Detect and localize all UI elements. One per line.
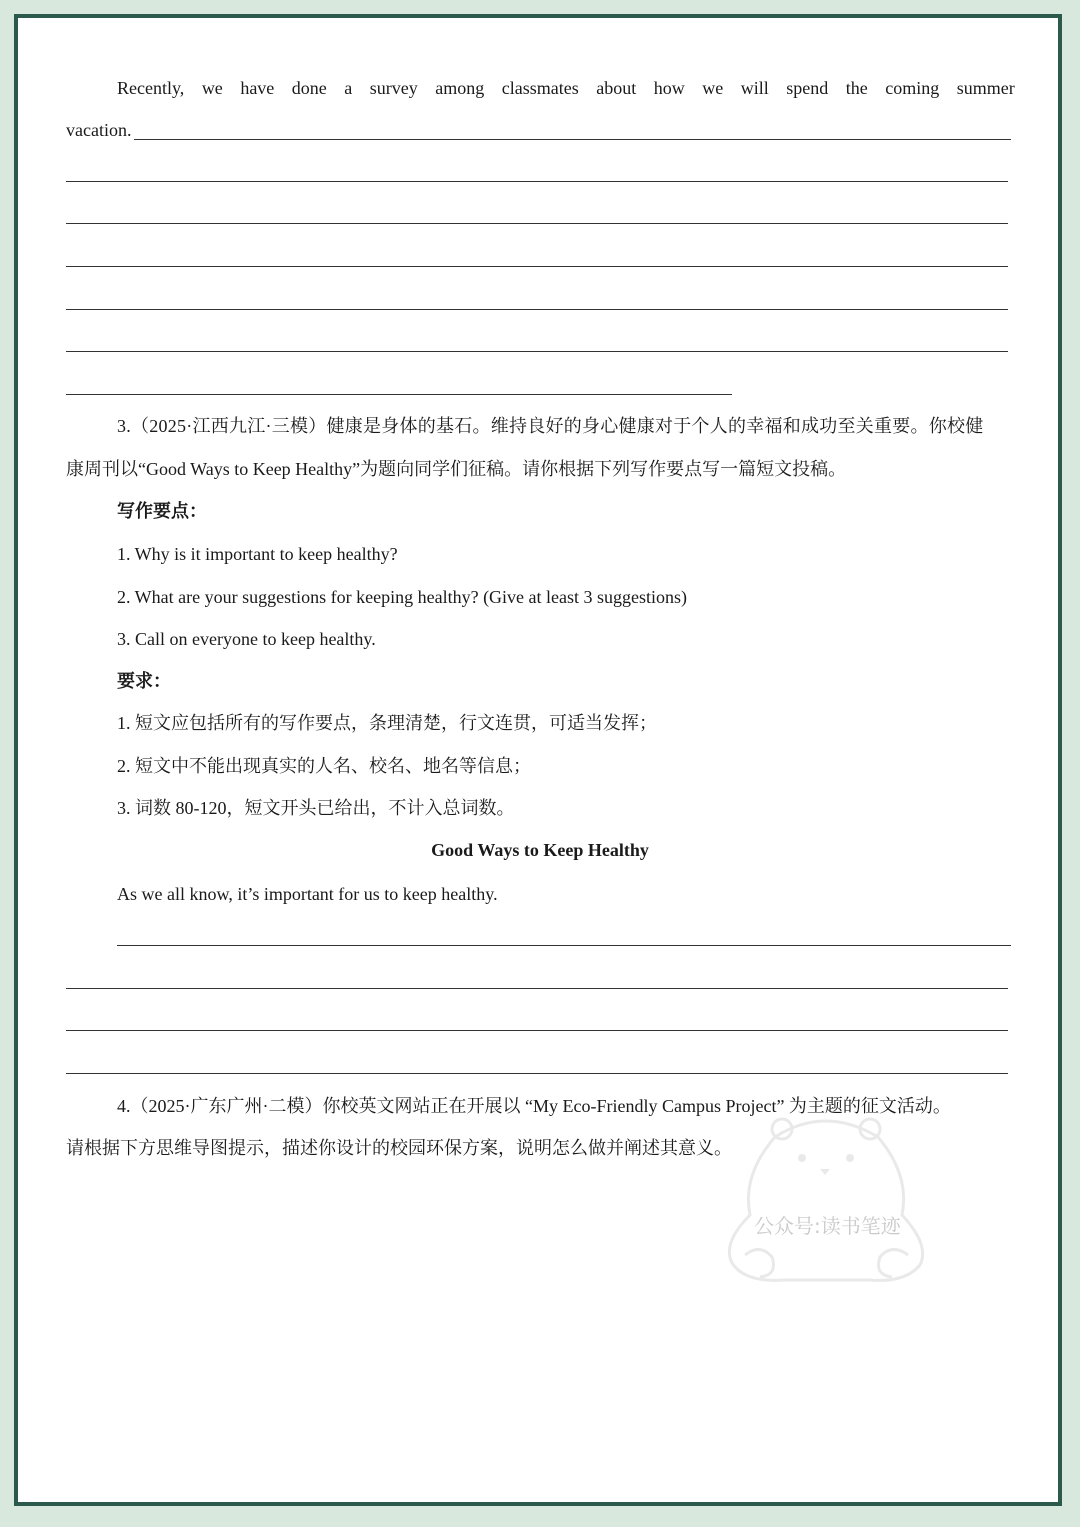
q2-word: Recently, bbox=[117, 78, 185, 98]
q2-word: coming bbox=[885, 78, 940, 98]
q3-requirements-heading: 要求： bbox=[117, 671, 171, 691]
q2-word: we bbox=[201, 78, 223, 98]
q3-intro-line2: 康周刊以“Good Ways to Keep Healthy”为题向同学们征稿。请你根据下列写作要点写一篇短文投稿。 bbox=[66, 459, 847, 479]
q2-word: spend bbox=[786, 78, 829, 98]
q3-requirement-1: 1. 短文应包括所有的写作要点，条理清楚，行文连贯，可适当发挥； bbox=[117, 713, 657, 733]
q2-word: the bbox=[845, 78, 868, 98]
q2-second-line: vacation. bbox=[66, 120, 132, 140]
q2-word: survey bbox=[369, 78, 418, 98]
q2-word: a bbox=[344, 78, 353, 98]
q2-word: have bbox=[240, 78, 275, 98]
q3-point-1: 1. Why is it important to keep healthy? bbox=[117, 544, 398, 564]
answer-line[interactable] bbox=[66, 988, 1008, 989]
bear-icon bbox=[720, 1115, 935, 1290]
q3-points-heading: 写作要点： bbox=[117, 501, 207, 521]
q4-line2: 请根据下方思维导图提示，描述你设计的校园环保方案，说明怎么做并阐述其意义。 bbox=[66, 1138, 732, 1158]
answer-line[interactable] bbox=[66, 351, 1008, 352]
q3-essay-opening: As we all know, it’s important for us to keep healthy. bbox=[117, 884, 498, 904]
q3-point-2: 2. What are your suggestions for keeping healthy? (Give at least 3 suggestions) bbox=[117, 587, 688, 607]
q2-word: about bbox=[596, 78, 637, 98]
q2-word: among bbox=[435, 78, 485, 98]
q2-word: done bbox=[291, 78, 327, 98]
q2-word: we bbox=[702, 78, 724, 98]
watermark-text: 公众号:读书笔迹 bbox=[754, 1214, 901, 1238]
q2-word: summer bbox=[956, 78, 1015, 98]
q2-word: classmates bbox=[501, 78, 579, 98]
answer-line[interactable] bbox=[66, 1073, 1008, 1074]
q3-essay-title: Good Ways to Keep Healthy bbox=[431, 840, 649, 860]
q2-word: how bbox=[653, 78, 685, 98]
answer-line[interactable] bbox=[66, 1030, 1008, 1031]
q4-line1: 4.（2025·广东广州·二模）你校英文网站正在开展以 “My Eco-Friendly Campus Project” 为主题的征文活动。 bbox=[117, 1096, 951, 1116]
answer-line[interactable] bbox=[66, 181, 1008, 182]
q2-word: will bbox=[740, 78, 769, 98]
answer-line[interactable] bbox=[66, 266, 1008, 267]
answer-line[interactable] bbox=[66, 394, 732, 395]
q3-intro-line1: 3.（2025·江西九江·三模）健康是身体的基石。维持良好的身心健康对于个人的幸福和成功至关重要。你校健 bbox=[117, 416, 984, 436]
answer-line[interactable] bbox=[117, 945, 1011, 946]
answer-line[interactable] bbox=[66, 223, 1008, 224]
q3-requirement-3: 3. 词数 80-120，短文开头已给出，不计入总词数。 bbox=[117, 798, 515, 818]
answer-line[interactable] bbox=[66, 309, 1008, 310]
q3-point-3: 3. Call on everyone to keep healthy. bbox=[117, 629, 376, 649]
q2-first-line bbox=[117, 76, 1015, 100]
answer-line[interactable] bbox=[134, 139, 1011, 140]
q3-requirement-2: 2. 短文中不能出现真实的人名、校名、地名等信息； bbox=[117, 756, 531, 776]
